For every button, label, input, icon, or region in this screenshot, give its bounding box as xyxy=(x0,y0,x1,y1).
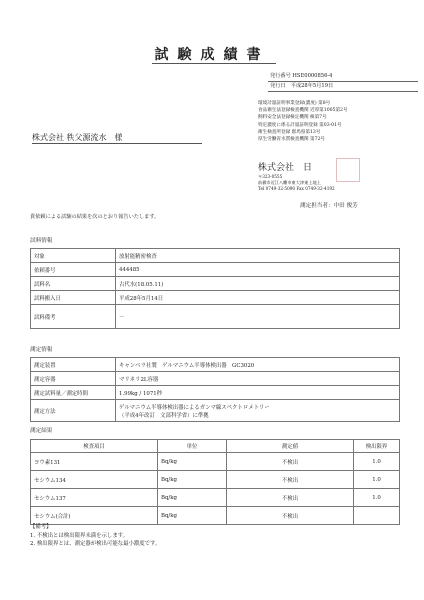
table-row xyxy=(31,453,400,471)
header-limit: 検出限界 xyxy=(354,440,400,453)
result-limit: 1.0 xyxy=(354,453,400,471)
result-value: 不検出 xyxy=(227,507,354,525)
company-address xyxy=(258,174,335,192)
registration-item: 特定濃度に係る計量証明登録 第03-01号 xyxy=(258,122,342,128)
table-value: マリネリ2L容器 xyxy=(116,372,400,386)
result-value: 不検出 xyxy=(227,453,354,471)
notes xyxy=(30,523,160,549)
title-underline xyxy=(152,63,276,64)
registration-list xyxy=(258,100,348,143)
registration-item: 飼料安全法登録検定機関 検第7号 xyxy=(258,115,327,121)
table-key: 測定試料量／測定時間 xyxy=(31,386,116,400)
sample-table xyxy=(30,248,400,329)
registration-item: 食品衛生法登録検査機関 近厚第1005第2号 xyxy=(258,108,348,114)
table-value: 444485 xyxy=(116,263,400,277)
method-line: ゲルマニウム半導体検出器によるガンマ線スペクトロメトリー xyxy=(119,404,270,411)
section-title-sample: 試料情報 xyxy=(30,238,53,244)
table-row xyxy=(31,358,400,372)
table-value: 放射能精密検査 xyxy=(116,249,400,263)
table-row xyxy=(31,291,400,305)
table-key: 対象 xyxy=(31,249,116,263)
address-line: Tel 0749-32-5090 Fax 0749-32-4192 xyxy=(258,186,335,191)
table-row xyxy=(31,277,400,291)
table-key: 試料名 xyxy=(31,277,116,291)
header-item: 検査項目 xyxy=(31,440,158,453)
notes-title: 【備考】 xyxy=(30,524,52,530)
table-row xyxy=(31,471,400,489)
table-header-row xyxy=(31,440,400,453)
address-line: 〒323-0555 xyxy=(258,174,283,179)
customer-name: 株式会社 秩父源流水 様 xyxy=(32,133,123,142)
table-row xyxy=(31,263,400,277)
table-key: 測定容器 xyxy=(31,372,116,386)
result-table xyxy=(30,439,400,525)
customer-underline xyxy=(32,143,202,144)
result-limit: 1.0 xyxy=(354,471,400,489)
table-value: 古代水(18.05.11) xyxy=(116,277,400,291)
header-value: 測定値 xyxy=(227,440,354,453)
result-value: 不検出 xyxy=(227,471,354,489)
intro-text: 貴依頼による試験の結果を次のとおり報告いたします。 xyxy=(30,214,160,220)
issue-number: 発行番号 HSE0000856-4 xyxy=(268,72,418,82)
table-key: 測定装置 xyxy=(31,358,116,372)
result-item: ヨウ素131 xyxy=(31,453,158,471)
company-name: 株式会社 日 xyxy=(258,163,313,173)
issue-date: 発行日 平成28年5月19日 xyxy=(268,82,418,92)
section-title-measure: 測定情報 xyxy=(30,347,53,353)
result-unit: Bq/kg xyxy=(158,453,227,471)
result-item: セシウム137 xyxy=(31,489,158,507)
result-item: セシウム(合計) xyxy=(31,507,158,525)
table-row xyxy=(31,305,400,329)
note-item: 2. 検出限界とは、測定器が検出可能な最小濃度です。 xyxy=(30,541,161,547)
registration-item: 厚生労働省水質検査機関 第72号 xyxy=(258,137,326,143)
method-line: （平成4年改訂 文部科学省）に準拠 xyxy=(119,412,209,419)
note-item: 1. 不検出とは検出限界未満を示します。 xyxy=(30,532,129,539)
table-row xyxy=(31,489,400,507)
table-key: 依頼番号 xyxy=(31,263,116,277)
result-unit: Bq/kg xyxy=(158,471,227,489)
table-key: 測定方法 xyxy=(31,400,116,422)
table-row xyxy=(31,372,400,386)
table-row xyxy=(31,507,400,525)
measure-table xyxy=(30,357,400,422)
document-title: 試験成績書 xyxy=(154,47,270,63)
result-limit xyxy=(354,507,400,525)
section-title-result: 測定結果 xyxy=(30,428,53,434)
table-row xyxy=(31,249,400,263)
table-value: キャンベラ社製 ゲルマニウム半導体検出器 GC3020 xyxy=(116,358,400,372)
result-limit: 1.0 xyxy=(354,489,400,507)
result-value: 不検出 xyxy=(227,489,354,507)
company-seal-icon xyxy=(336,158,360,182)
table-row xyxy=(31,386,400,400)
person-in-charge: 測定担当者：中田 俊芳 xyxy=(300,203,358,209)
table-key: 試料搬入日 xyxy=(31,291,116,305)
table-row xyxy=(31,400,400,422)
result-unit: Bq/kg xyxy=(158,489,227,507)
result-unit: Bq/kg xyxy=(158,507,227,525)
table-value: 平成28年5月14日 xyxy=(116,291,400,305)
table-key: 試料備考 xyxy=(31,305,116,329)
registration-item: 環境計量証明事業登録(濃度) 第8号 xyxy=(258,101,331,106)
issue-info xyxy=(268,72,418,92)
header-unit: 単位 xyxy=(158,440,227,453)
table-value xyxy=(116,400,400,422)
table-value: 1.99kg / 1071秒 xyxy=(116,386,400,400)
address-line: 前橋市近江八幡市東大津東上地上 xyxy=(258,180,321,185)
result-item: セシウム134 xyxy=(31,471,158,489)
registration-item: 衛生検査所登録 群馬県第13号 xyxy=(258,129,321,135)
table-value: － xyxy=(116,305,400,329)
